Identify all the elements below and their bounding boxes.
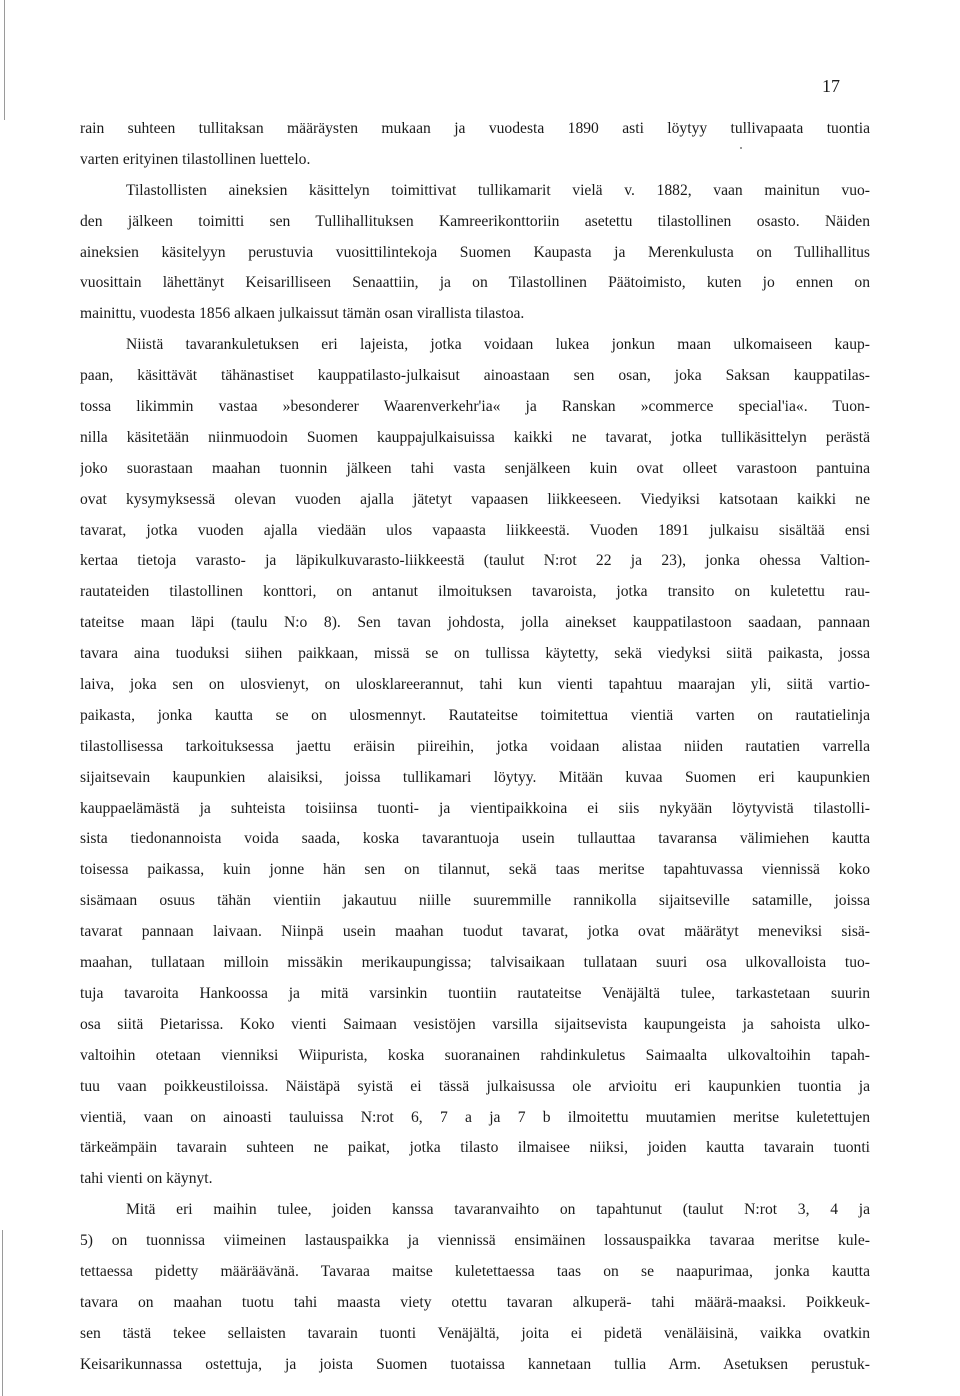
page-number: 17 — [822, 76, 840, 96]
text-line: nilla käsitetään niinmuodoin Suomen kauppajulkaisuissa kaikki ne tavarat, jotka tullikäsittelyn perästä — [80, 428, 870, 446]
text-line: tahi vienti on käynyt. — [80, 1170, 213, 1188]
scan-edge-mark — [4, 0, 5, 120]
text-line: kauppaelämästä ja suhteista toisiinsa tuonti- ja vientipaikkoina ei siis nykyään löytyvistä tilastolli- — [80, 799, 870, 817]
text-line: tavara aina tuoduksi siihen paikkaan, missä se on tullissa käytetty, sekä viedyksi siitä paikasta, jossa — [80, 645, 870, 663]
text-line: aineksien käsitelyyn perustuvia vuosittilintekoja Suomen Kaupasta ja Merenkulusta on Tullihallitus — [80, 243, 870, 261]
text-line: Keisarikunnassa ostettuja, ja joista Suomen tuotaissa kannetaan tullia Arm. Asetuksen perustuk- — [80, 1355, 870, 1373]
text-line: sista tiedonannoista voida saada, koska tavarantuoja usein tullauttaa tavaransa välimiehen kautta — [80, 830, 870, 848]
text-line: tossa likimmin vastaa »besonderer Waarenverkehr'ia« ja Ranskan »commerce special'ia«. Tuon- — [80, 398, 870, 416]
text-line: Niistä tavarankuletuksen eri lajeista, jotka voidaan lukea jonkun maan ulkomaiseen kaup- — [126, 336, 870, 354]
text-line: tärkeämpäin tavarain suhteen ne paikat, jotka tilasto ilmaisee niiksi, joiden kautta tavarain tuonti — [80, 1139, 870, 1157]
scan-edge-mark — [2, 1230, 3, 1396]
text-line: tuja tavaroita Hankoossa ja mitä varsinkin tuontiin rautateitse Venäjältä tulee, tarkastetaan suurin — [80, 984, 870, 1002]
text-line: varten erityinen tilastollinen luettelo. — [80, 150, 311, 168]
text-line: sen tästä tekee sellaisten tavarain tuonti Venäjältä, joita ei pidetä venäläisinä, vaikka ovatkin — [80, 1324, 870, 1342]
text-line: mainittu, vuodesta 1856 alkaen julkaissut tämän osan virallista tilastoa. — [80, 305, 525, 323]
text-line: Mitä eri maihin tulee, joiden kanssa tavaranvaihto on tapahtunut (taulut N:rot 3, 4 ja — [126, 1201, 870, 1219]
text-line: tavarat, jotka vuoden ajalla viedään ulos vapaasta liikkeestä. Vuoden 1891 julkaisu sisältää ensi — [80, 521, 870, 539]
text-line: sijaitsevain kaupunkien alaisiksi, joissa tullikamari löytyy. Mitään kuvaa Suomen eri kaupunkien — [80, 768, 870, 786]
text-line: paikasta, jonka kautta se on ulosmennyt. Rautateitse toimitettua vientiä varten on rautatielinja — [80, 706, 870, 724]
text-line: vientiä, vaan on ainoasti tauluissa N:rot 6, 7 a ja 7 b ilmoitettu muutamien meritse kuletettujen — [80, 1108, 870, 1126]
text-line: 5) on tuonnissa viimeinen lastauspaikka ja viennissä ensimäinen lossauspaikka tavaraa meritse kule- — [80, 1232, 870, 1250]
text-line: joko suorastaan maahan tuonnin jälkeen tahi vasta senjälkeen kuin ovat olleet varastoon pantuina — [80, 459, 870, 477]
text-line: kertaa tietoja varasto- ja läpikulkuvarasto-liikkeestä (taulut N:rot 22 ja 23), jonka ohessa Valtion- — [80, 552, 870, 570]
text-line: paan, käsittävät tähänastiset kauppatilasto-julkaisut ainoastaan sen osan, joka Saksan kauppatilas- — [80, 367, 870, 385]
text-line: maahan, tullataan milloin missäkin merikaupungissa; talvisaikaan tullataan suuri osa ulkovalloista tuo- — [80, 954, 870, 972]
text-line: laiva, joka sen on ulosvienyt, on ulosklareerannut, tahi kun vienti tapahtuu maarajan yli, siitä vartio- — [80, 676, 870, 694]
text-line: den jälkeen toimitti sen Tullihallituksen Kamreerikonttoriin asetettu tilastollinen osasto. Näiden — [80, 212, 870, 230]
text-line: vuosittain lähettänyt Keisarilliseen Senaattiin, ja on Tilastollinen Päätoimisto, kuten jo ennen on — [80, 274, 870, 292]
text-line: Tilastollisten aineksien käsittelyn toimittivat tullikamarit vielä v. 1882, vaan mainitun vuo- — [126, 181, 870, 199]
text-line: rautateiden tilastollinen konttori, on antanut ilmoituksen tavaroista, jotka transito on kuletettu rau- — [80, 583, 870, 601]
text-line: valtoihin otetaan vienniksi Wiipurista, koska suoranainen rahdinkuletus Saimaalta ulkovaltoihin tapah- — [80, 1046, 870, 1064]
text-line: sisämaan osuus tähän vientiin jakautuu niille suuremmille rannikolla sijaitseville satamille, joissa — [80, 892, 870, 910]
text-line: toisessa paikassa, kuin jonne hän sen on tilannut, sekä taas meritse tapahtuvassa viennissä koko — [80, 861, 870, 879]
text-line: tuu vaan poikkeustiloissa. Näistäpä syistä ei tässä julkaisussa ole arvioitu eri kaupunkien tuontia ja — [80, 1077, 870, 1095]
text-line: tettaessa pidetty määräävänä. Tavaraa maitse kuletettaessa taas on se naapurimaa, jonka kautta — [80, 1262, 870, 1280]
text-line: rain suhteen tullitaksan määräysten mukaan ja vuodesta 1890 asti löytyy tullivapaata tuontia — [80, 120, 870, 137]
text-line: tilastollisessa tarkoituksessa jaettu eräisin piireihin, jotka voidaan alistaa niiden rautatien varrella — [80, 737, 870, 755]
text-line: tavarat pannaan laivaan. Niinpä usein maahan tuodut tavarat, jotka ovat määrätyt meneviksi sisä- — [80, 923, 870, 941]
text-line: tavara on maahan tuotu tahi maasta viety otettu tavaran alkuperä- tahi määrä-maaksi. Poikkeuk- — [80, 1293, 870, 1311]
text-line: ovat kysymyksessä olevan vuoden ajalla jätetyt vapaasen liikkeeseen. Viedyiksi katsotaan kaikki ne — [80, 490, 870, 508]
text-line: tateitse maan läpi (taulu N:o 8). Sen tavan johdosta, jolla ainekset kauppatilastoon saadaan, pannaan — [80, 614, 870, 632]
text-line: osa siitä Pietarissa. Koko vienti Saimaan vesistöjen varsilla sijaitsevista kaupungeista ja sahoista ulko- — [80, 1015, 870, 1033]
body-text — [80, 114, 870, 1381]
